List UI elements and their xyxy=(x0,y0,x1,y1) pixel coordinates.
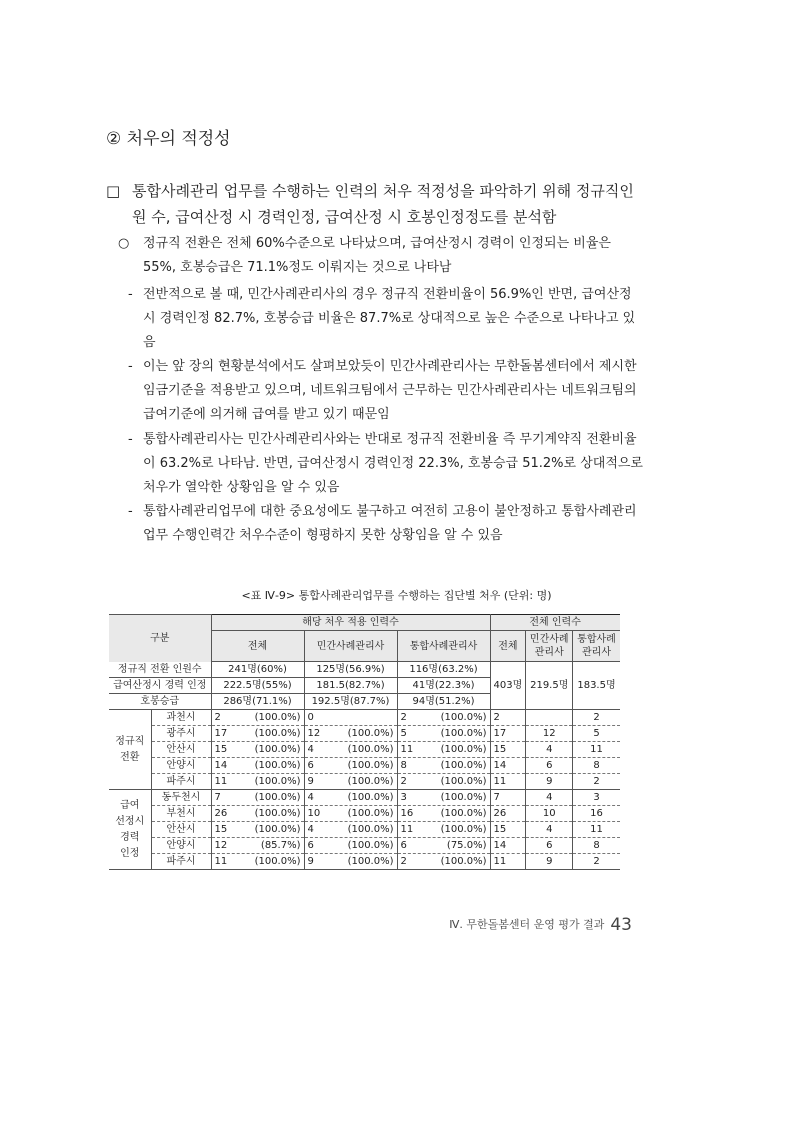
private-total-cell: 6 xyxy=(526,758,573,774)
header-total-staff: 전체 인력수 xyxy=(490,615,620,631)
count-cell: 6 xyxy=(307,760,314,771)
summary-cell: 222.5명(55%) xyxy=(211,678,304,694)
count-cell: 5 xyxy=(400,728,407,739)
table-row xyxy=(109,806,620,822)
count-cell: 11 xyxy=(214,856,228,867)
circle-bullet-text: 정규직 전환은 전체 60%수준으로 나타났으며, 급여산정시 경력이 인정되는 비율은 55%, 호봉승급은 71.1%정도 이뤄지는 것으로 나타남 xyxy=(143,236,611,275)
percent-cell: (100.0%) xyxy=(347,776,394,787)
private-total-cell: 10 xyxy=(526,806,573,822)
count-cell: 2 xyxy=(214,712,221,723)
count-cell: 2 xyxy=(400,856,407,867)
integrated-total-cell: 3 xyxy=(573,790,620,806)
summary-cell: 181.5(82.7%) xyxy=(304,678,397,694)
table-caption: <표 Ⅳ-9> 통합사례관리업무를 수행하는 집단별 처우 (단위: 명) xyxy=(241,589,552,602)
count-cell: 4 xyxy=(307,824,314,835)
percent-cell: (100.0%) xyxy=(347,728,394,739)
count-cell: 9 xyxy=(307,776,314,787)
group-label: 급여 선정시 경력 인정 xyxy=(109,790,151,870)
summary-label: 급여산정시 경력 인정 xyxy=(109,678,211,694)
city-cell: 파주시 xyxy=(151,854,211,870)
integrated-total-cell: 2 xyxy=(573,774,620,790)
private-total-cell: 9 xyxy=(526,774,573,790)
count-cell: 14 xyxy=(214,760,228,771)
private-total-cell: 9 xyxy=(526,854,573,870)
count-cell: 3 xyxy=(400,792,407,803)
city-cell: 동두천시 xyxy=(151,790,211,806)
table-row xyxy=(109,710,620,726)
private-total-cell xyxy=(526,710,573,726)
table-row xyxy=(109,726,620,742)
integrated-total-cell: 2 xyxy=(573,710,620,726)
table-row xyxy=(109,758,620,774)
integrated-total-cell: 8 xyxy=(573,838,620,854)
private-total-cell: 4 xyxy=(526,790,573,806)
table-row xyxy=(109,822,620,838)
summary-cell: 94명(51.2%) xyxy=(397,694,490,710)
integrated-total-cell: 11 xyxy=(573,822,620,838)
percent-cell: (100.0%) xyxy=(254,760,301,771)
table-row xyxy=(109,838,620,854)
city-cell: 파주시 xyxy=(151,774,211,790)
city-cell: 광주시 xyxy=(151,726,211,742)
dash-item-1 xyxy=(128,283,643,355)
count-cell: 11 xyxy=(400,744,414,755)
count-cell: 4 xyxy=(307,744,314,755)
integrated-total-cell: 8 xyxy=(573,758,620,774)
total-cell: 15 xyxy=(490,742,526,758)
count-cell: 9 xyxy=(307,856,314,867)
percent-cell: (100.0%) xyxy=(347,856,394,867)
bullet-square-item xyxy=(106,178,646,230)
square-bullet-icon: □ xyxy=(106,182,121,200)
percent-cell: (100.0%) xyxy=(254,792,301,803)
header-t-integrated: 통합사례관리사 xyxy=(573,631,620,662)
integrated-total-cell: 16 xyxy=(573,806,620,822)
summary-cell: 116명(63.2%) xyxy=(397,662,490,678)
header-t-private: 민간사례관리사 xyxy=(526,631,573,662)
percent-cell: (100.0%) xyxy=(254,744,301,755)
percent-cell: (100.0%) xyxy=(440,856,487,867)
dash-item-4 xyxy=(128,500,643,548)
page-footer xyxy=(449,915,632,935)
percent-cell: (100.0%) xyxy=(347,824,394,835)
dash-bullet-icon: - xyxy=(128,287,133,302)
dash-bullet-icon: - xyxy=(128,504,133,519)
dash-item-text: 통합사례관리사는 민간사례관리사와는 반대로 정규직 전환비율 즉 무기계약직 전환비율이 63.2%로 나타남. 반면, 급여산정시 경력인정 22.3%, 호봉승급 51.2%로 상대적으로 처우가 열악한 상황임을 알 수 있음 xyxy=(143,432,643,495)
integrated-total-cell: 11 xyxy=(573,742,620,758)
count-cell: 11 xyxy=(400,824,414,835)
percent-cell: (100.0%) xyxy=(254,776,301,787)
percent-cell: (100.0%) xyxy=(440,712,487,723)
total-cell: 15 xyxy=(490,822,526,838)
private-total-cell: 4 xyxy=(526,822,573,838)
percent-cell: (100.0%) xyxy=(440,760,487,771)
group-label: 정규직 전환 xyxy=(109,710,151,790)
total-cell: 2 xyxy=(490,710,526,726)
treatment-table xyxy=(109,614,620,870)
table-row xyxy=(109,742,620,758)
integrated-total-cell: 2 xyxy=(573,854,620,870)
summary-total-private: 219.5명 xyxy=(526,662,573,710)
count-cell: 15 xyxy=(214,824,228,835)
circle-bullet-icon: ○ xyxy=(118,236,130,251)
percent-cell: (100.0%) xyxy=(347,792,394,803)
header-group: 구분 xyxy=(109,615,211,662)
dash-item-text: 이는 앞 장의 현황분석에서도 살펴보았듯이 민간사례관리사는 무한돌봄센터에서 제시한 임금기준을 적용받고 있으며, 네트워크팀에서 근무하는 민간사례관리사는 네트워크팀의 급여기준에 의거해 급여를 받고 있기 때문임 xyxy=(143,359,637,422)
private-total-cell: 4 xyxy=(526,742,573,758)
city-cell: 안산시 xyxy=(151,742,211,758)
private-total-cell: 6 xyxy=(526,838,573,854)
count-cell: 26 xyxy=(214,808,228,819)
header-integrated: 통합사례관리사 xyxy=(397,631,490,662)
total-cell: 7 xyxy=(490,790,526,806)
percent-cell: (100.0%) xyxy=(347,840,394,851)
summary-label: 호봉승급 xyxy=(109,694,211,710)
count-cell: 12 xyxy=(307,728,321,739)
percent-cell: (85.7%) xyxy=(260,840,301,851)
count-cell: 0 xyxy=(307,712,314,723)
total-cell: 11 xyxy=(490,774,526,790)
city-cell: 안산시 xyxy=(151,822,211,838)
dash-item-3 xyxy=(128,428,643,500)
dash-bullet-icon: - xyxy=(128,359,133,374)
header-private: 민간사례관리사 xyxy=(304,631,397,662)
city-cell: 부천시 xyxy=(151,806,211,822)
dash-bullet-icon: - xyxy=(128,432,133,447)
percent-cell: (100.0%) xyxy=(254,712,301,723)
summary-label: 정규직 전환 인원수 xyxy=(109,662,211,678)
table-row xyxy=(109,854,620,870)
count-cell: 2 xyxy=(400,712,407,723)
percent-cell: (100.0%) xyxy=(347,744,394,755)
header-total: 전체 xyxy=(211,631,304,662)
header-t-total: 전체 xyxy=(490,631,526,662)
city-cell: 과천시 xyxy=(151,710,211,726)
footer-text: Ⅳ. 무한돌봄센터 운영 평가 결과 xyxy=(449,918,605,931)
count-cell: 6 xyxy=(400,840,407,851)
group-rows xyxy=(109,710,620,870)
percent-cell: (100.0%) xyxy=(254,728,301,739)
summary-cell: 286명(71.1%) xyxy=(211,694,304,710)
section-title: ② 처우의 적정성 xyxy=(106,129,231,149)
summary-total: 403명 xyxy=(490,662,526,710)
table-row xyxy=(109,774,620,790)
percent-cell: (100.0%) xyxy=(440,792,487,803)
count-cell: 4 xyxy=(307,792,314,803)
dash-item-text: 전반적으로 볼 때, 민간사례관리사의 경우 정규직 전환비율이 56.9%인 반면, 급여산정시 경력인정 82.7%, 호봉승급 비율은 87.7%로 상대적으로 높은 수준으로 나타나고 있음 xyxy=(143,287,636,350)
dash-item-2 xyxy=(128,355,643,427)
page-number: 43 xyxy=(610,915,632,935)
bullet-text: 통합사례관리 업무를 수행하는 인력의 처우 적정성을 파악하기 위해 정규직인 원 수, 급여산정 시 경력인정, 급여산정 시 호봉인정정도를 분석함 xyxy=(132,182,634,226)
summary-cell: 125명(56.9%) xyxy=(304,662,397,678)
count-cell: 11 xyxy=(214,776,228,787)
percent-cell: (100.0%) xyxy=(347,808,394,819)
count-cell: 16 xyxy=(400,808,414,819)
summary-cell: 241명(60%) xyxy=(211,662,304,678)
count-cell: 10 xyxy=(307,808,321,819)
summary-cell: 41명(22.3%) xyxy=(397,678,490,694)
count-cell: 17 xyxy=(214,728,228,739)
percent-cell: (100.0%) xyxy=(440,808,487,819)
private-total-cell: 12 xyxy=(526,726,573,742)
percent-cell: (100.0%) xyxy=(254,808,301,819)
total-cell: 14 xyxy=(490,758,526,774)
percent-cell: (100.0%) xyxy=(440,744,487,755)
count-cell: 7 xyxy=(214,792,221,803)
percent-cell: (100.0%) xyxy=(254,824,301,835)
table-row xyxy=(109,790,620,806)
total-cell: 17 xyxy=(490,726,526,742)
total-cell: 14 xyxy=(490,838,526,854)
total-cell: 26 xyxy=(490,806,526,822)
city-cell: 안양시 xyxy=(151,758,211,774)
total-cell: 11 xyxy=(490,854,526,870)
count-cell: 12 xyxy=(214,840,228,851)
percent-cell: (100.0%) xyxy=(254,856,301,867)
city-cell: 안양시 xyxy=(151,838,211,854)
count-cell: 2 xyxy=(400,776,407,787)
dash-item-text: 통합사례관리업무에 대한 중요성에도 불구하고 여전히 고용이 불안정하고 통합사례관리업무 수행인력간 처우수준이 형평하지 못한 상황임을 알 수 있음 xyxy=(143,504,637,543)
count-cell: 6 xyxy=(307,840,314,851)
summary-total-integrated: 183.5명 xyxy=(573,662,620,710)
percent-cell: (100.0%) xyxy=(440,728,487,739)
percent-cell: (100.0%) xyxy=(347,760,394,771)
percent-cell: (75.0%) xyxy=(446,840,487,851)
circle-bullet-item xyxy=(118,232,644,280)
count-cell: 15 xyxy=(214,744,228,755)
percent-cell: (100.0%) xyxy=(440,824,487,835)
header-applied: 해당 처우 적용 인력수 xyxy=(211,615,490,631)
percent-cell: (100.0%) xyxy=(440,776,487,787)
summary-cell: 192.5명(87.7%) xyxy=(304,694,397,710)
integrated-total-cell: 5 xyxy=(573,726,620,742)
count-cell: 8 xyxy=(400,760,407,771)
